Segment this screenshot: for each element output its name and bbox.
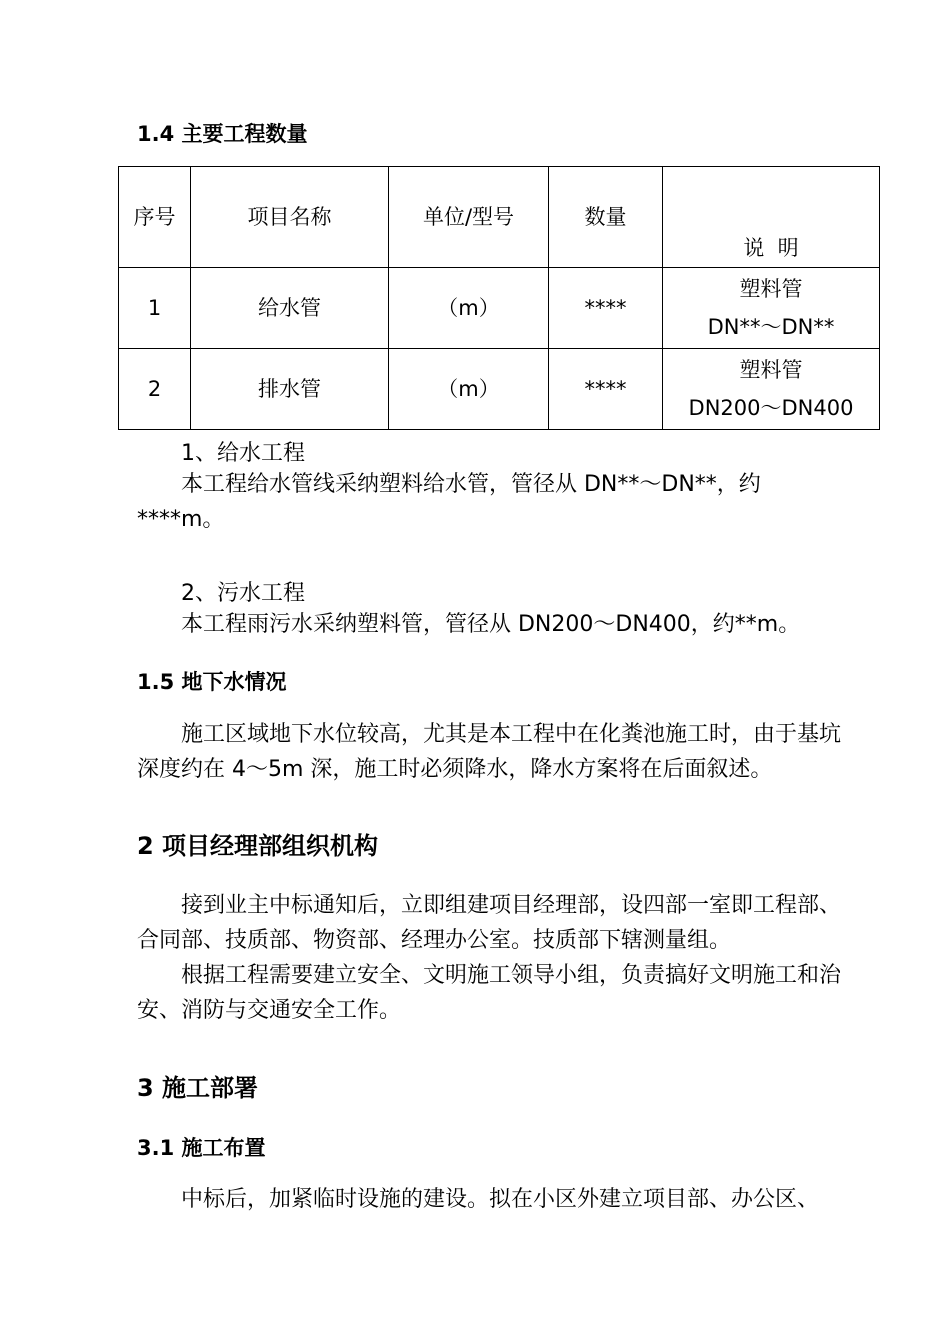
- header-qty: 数量: [549, 167, 663, 268]
- cell-qty: ****: [549, 268, 663, 349]
- section-3-1-title: 3.1 施工布置: [137, 1136, 266, 1160]
- table-header-row: [119, 167, 880, 268]
- sewage-text: 本工程雨污水采纳塑料管，管径从 DN200～DN400，约**m。: [181, 612, 801, 637]
- note-line1: 塑料管: [739, 358, 803, 382]
- water-supply-heading: 1、给水工程: [181, 441, 305, 466]
- sewage-heading: 2、污水工程: [181, 581, 305, 606]
- note-line2: DN200～DN400: [688, 396, 854, 420]
- cell-qty: ****: [549, 349, 663, 430]
- header-unit: 单位/型号: [389, 167, 549, 268]
- cell-no: 1: [119, 268, 191, 349]
- section-2-paragraph-1: 接到业主中标通知后，立即组建项目经理部，设四部一室即工程部、合同部、技质部、物资部、经理办公室。技质部下辖测量组。: [137, 893, 842, 953]
- quantity-table: [118, 166, 880, 430]
- note-line2: DN**～DN**: [707, 315, 835, 339]
- header-no: 序号: [119, 167, 191, 268]
- water-supply-text: 本工程给水管线采纳塑料给水管，管径从 DN**～DN**，约****m。: [137, 472, 761, 532]
- cell-no: 2: [119, 349, 191, 430]
- section-2-paragraph-2: 根据工程需要建立安全、文明施工领导小组，负责搞好文明施工和治安、消防与交通安全工作。: [137, 963, 842, 1023]
- section-1-4-title: 1.4 主要工程数量: [137, 122, 308, 146]
- cell-name: 排水管: [191, 349, 389, 430]
- cell-note: [663, 268, 880, 349]
- table-row: [119, 349, 880, 430]
- section-3-title: 3 施工部署: [137, 1074, 259, 1102]
- section-1-5-title: 1.5 地下水情况: [137, 670, 287, 694]
- cell-name: 给水管: [191, 268, 389, 349]
- note-line1: 塑料管: [739, 277, 803, 301]
- section-2-title: 2 项目经理部组织机构: [137, 832, 379, 860]
- cell-unit: （m）: [389, 349, 549, 430]
- table-row: [119, 268, 880, 349]
- cell-note: [663, 349, 880, 430]
- header-name: 项目名称: [191, 167, 389, 268]
- section-1-5-text: 施工区域地下水位较高，尤其是本工程中在化粪池施工时，由于基坑深度约在 4～5m 深，施工时必须降水，降水方案将在后面叙述。: [137, 722, 842, 782]
- header-note: 说 明: [663, 167, 880, 268]
- cell-unit: （m）: [389, 268, 549, 349]
- section-3-1-text: 中标后，加紧临时设施的建设。拟在小区外建立项目部、办公区、: [181, 1187, 820, 1212]
